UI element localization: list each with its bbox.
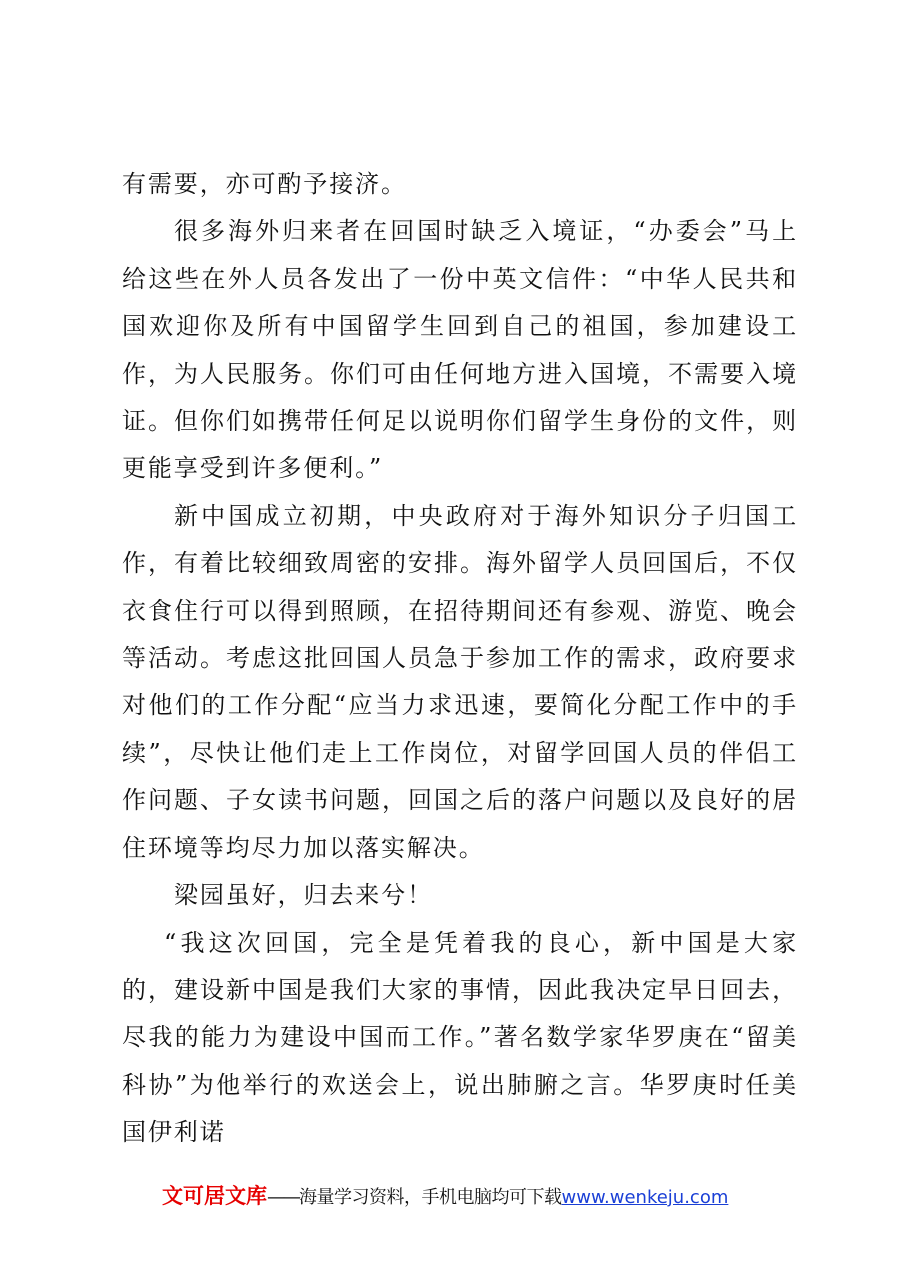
- document-body: [122, 161, 798, 1157]
- paragraph-arrangements: 新中国成立初期，中央政府对于海外知识分子归国工作，有着比较细致周密的安排。海外留学人员回国后，不仅衣食住行可以得到照顾，在招待期间还有参观、游览、晚会等活动。考虑这批回国人员急于参加工作的需求，政府要求对他们的工作分配“应当力求迅速，要简化分配工作中的手续”，尽快让他们走上工作岗位，对留学回国人员的伴侣工作问题、子女读书问题，回国之后的落户问题以及良好的居住环境等均尽力加以落实解决。: [122, 501, 798, 862]
- paragraph-entry-letter: 很多海外归来者在回国时缺乏入境证，“办委会”马上给这些在外人员各发出了一份中英文信件：“中华人民共和国欢迎你及所有中国留学生回到自己的祖国，参加建设工作，为人民服务。你们可由任何地方进入国境，不需要入境证。但你们如携带任何足以说明你们留学生身份的文件，则更能享受到许多便利。”: [122, 217, 798, 483]
- page-footer: [162, 1180, 882, 1210]
- paragraph-continuation: 有需要，亦可酌予接济。: [122, 170, 407, 198]
- footer-website-link[interactable]: www.wenkeju.com: [561, 1187, 729, 1208]
- paragraph-section-heading: 梁园虽好，归去来兮！: [174, 881, 433, 910]
- footer-brand: 文可居文库: [162, 1184, 267, 1208]
- footer-slogan: 海量学习资料，手机电脑均可下载: [299, 1187, 562, 1208]
- footer-dash: ——: [267, 1187, 299, 1208]
- paragraph-hua-luogeng: “我这次回国，完全是凭着我的良心，新中国是大家的，建设新中国是我们大家的事情，因此我决定早日回去，尽我的能力为建设中国而工作。”著名数学家华罗庚在“留美科协”为他举行的欢送会上，说出肺腑之言。华罗庚时任美国伊利诺: [122, 928, 798, 1147]
